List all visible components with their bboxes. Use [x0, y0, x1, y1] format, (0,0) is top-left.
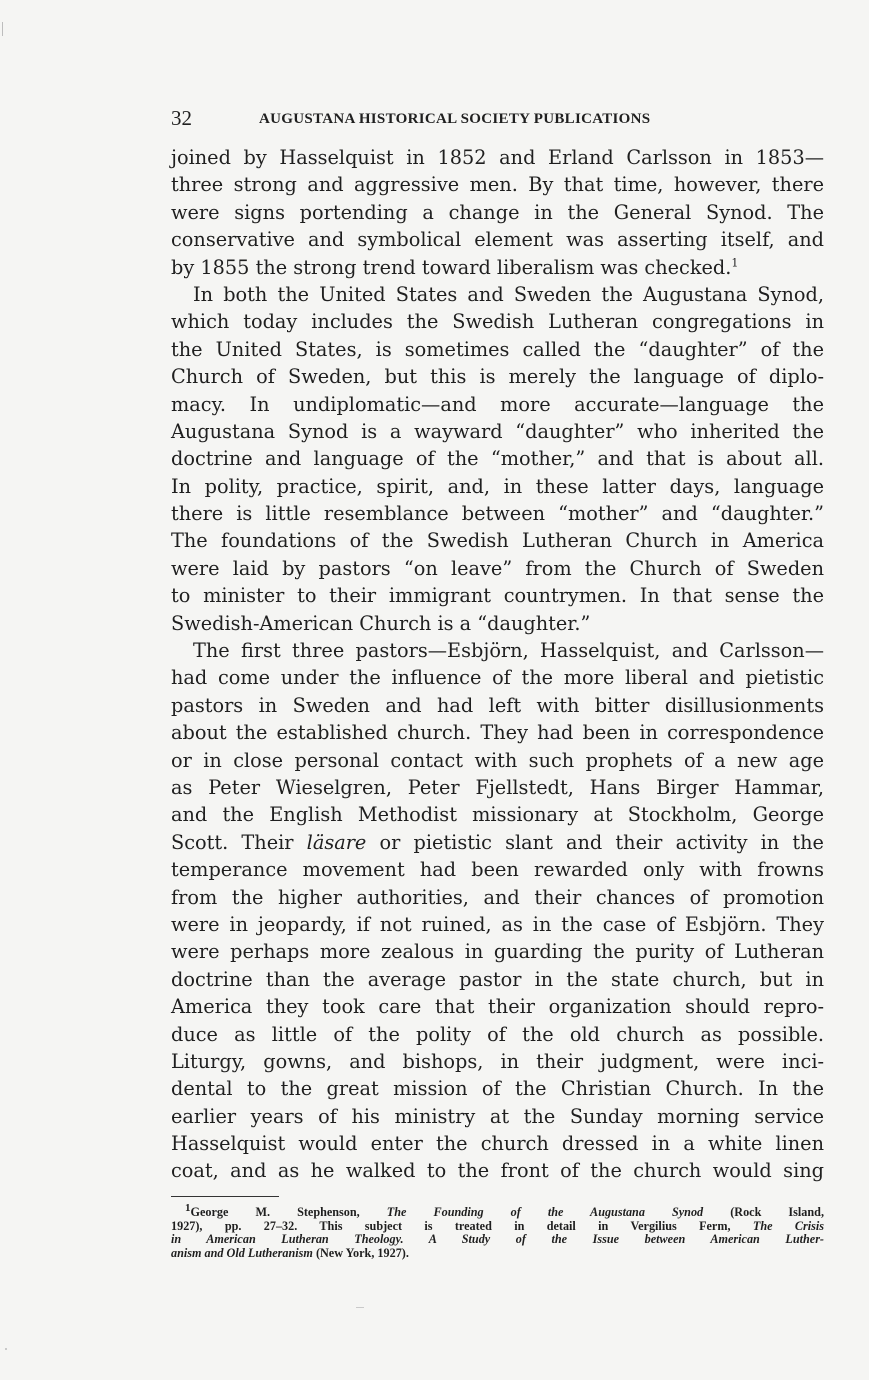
text-line: as Peter Wieselgren, Peter Fjellstedt, Hans Birger Hammar,	[171, 775, 824, 799]
footnote-title: in American Lutheran Theology. A Study of the Issue between American Luther-	[171, 1232, 824, 1247]
footnote-line	[171, 1247, 824, 1261]
text-line	[171, 829, 824, 856]
paragraph-start: The first three pastors—Esbjörn, Hasselquist, and Carlsson—	[193, 639, 824, 663]
text-line: earlier years of his ministry at the Sunday morning service	[171, 1104, 824, 1128]
text-span: or pietistic slant and their activity in the	[379, 830, 824, 854]
footnote-text: 1927), pp. 27–32. This subject is treated in detail in Vergilius Ferm,	[171, 1218, 731, 1233]
page-number: 32	[171, 106, 192, 130]
italic-term: läsare	[306, 830, 367, 854]
scan-speck	[356, 1307, 364, 1308]
footnote-reference: 1	[731, 256, 739, 270]
text-line	[171, 254, 824, 281]
text-line: about the established church. They had been in correspondence	[171, 721, 824, 745]
footnote-line	[171, 1220, 824, 1234]
footnote-title: The Founding of the Augustana Synod	[386, 1205, 704, 1219]
paragraph-start: In both the United States and Sweden the Augustana Synod,	[193, 282, 824, 306]
scan-mark	[2, 22, 3, 36]
text-line: joined by Hasselquist in 1852 and Erland Carlsson in 1853—	[171, 146, 824, 169]
footnote	[171, 1201, 825, 1260]
text-line: Liturgy, gowns, and bishops, in their judgment, were inci-	[171, 1049, 824, 1073]
text-line: or in close personal contact with such prophets of a new age	[171, 748, 824, 772]
text-line: Augustana Synod is a wayward “daughter” who inherited the	[171, 419, 824, 443]
page-header	[171, 104, 831, 132]
footnote-text: George M. Stephenson,	[190, 1205, 360, 1219]
footnote-title: anism and Old Lutheranism	[171, 1245, 313, 1260]
text-line: the United States, is sometimes called the “daughter” of the	[171, 337, 824, 361]
footnote-line	[171, 1233, 824, 1247]
footnote-title: The Crisis	[752, 1218, 825, 1233]
text-line: pastors in Sweden and had left with bitter disillusionments	[171, 693, 824, 717]
text-line: In polity, practice, spirit, and, in these latter days, language	[171, 474, 824, 498]
text-line: from the higher authorities, and their chances of promotion	[171, 885, 824, 909]
text-line: America they took care that their organization should repro-	[171, 995, 824, 1019]
footnote-line	[171, 1201, 824, 1220]
footnote-text: (Rock Island,	[730, 1205, 824, 1219]
text-line: coat, and as he walked to the front of the church would sing	[171, 1159, 824, 1183]
text-line: which today includes the Swedish Lutheran congregations in	[171, 310, 824, 334]
text-line: to minister to their immigrant countrymen. In that sense the	[171, 584, 824, 608]
body-text	[171, 144, 824, 1185]
text-line: conservative and symbolical element was asserting itself, and	[171, 228, 824, 252]
text-line: Church of Sweden, but this is merely the language of diplo-	[171, 365, 824, 389]
text-line: Swedish-American Church is a “daughter.”	[171, 611, 591, 635]
text-span: by 1855 the strong trend toward liberalism was checked.	[171, 255, 732, 279]
footnote-marker: 1	[185, 1201, 191, 1214]
text-line: Hasselquist would enter the church dressed in a white linen	[171, 1132, 824, 1156]
footnote-text: (New York, 1927).	[315, 1245, 409, 1260]
text-line: duce as little of the polity of the old church as possible.	[171, 1022, 824, 1046]
text-line: were laid by pastors “on leave” from the Church of Sweden	[171, 556, 824, 580]
text-line: were in jeopardy, if not ruined, as in the case of Esbjörn. They	[171, 912, 824, 936]
text-line: dental to the great mission of the Christian Church. In the	[171, 1077, 824, 1101]
text-line: The foundations of the Swedish Lutheran Church in America	[171, 529, 824, 553]
footnote-divider	[171, 1196, 279, 1197]
running-head: AUGUSTANA HISTORICAL SOCIETY PUBLICATIONS	[259, 111, 651, 127]
text-line: doctrine and language of the “mother,” and that is about all.	[171, 447, 824, 471]
text-line: had come under the influence of the more liberal and pietistic	[171, 666, 824, 690]
text-line: macy. In undiplomatic—and more accurate—language the	[171, 392, 824, 416]
text-line: doctrine than the average pastor in the state church, but in	[171, 967, 824, 991]
scan-speck	[5, 1348, 7, 1350]
text-line: three strong and aggressive men. By that time, however, there	[171, 173, 824, 197]
text-line: there is little resemblance between “mother” and “daughter.”	[171, 502, 824, 526]
text-line: and the English Methodist missionary at Stockholm, George	[171, 803, 824, 827]
text-line: were signs portending a change in the General Synod. The	[171, 200, 824, 224]
text-line: were perhaps more zealous in guarding the purity of Lutheran	[171, 940, 824, 964]
text-span: Scott. Their	[171, 830, 294, 854]
text-line: temperance movement had been rewarded only with frowns	[171, 858, 824, 882]
